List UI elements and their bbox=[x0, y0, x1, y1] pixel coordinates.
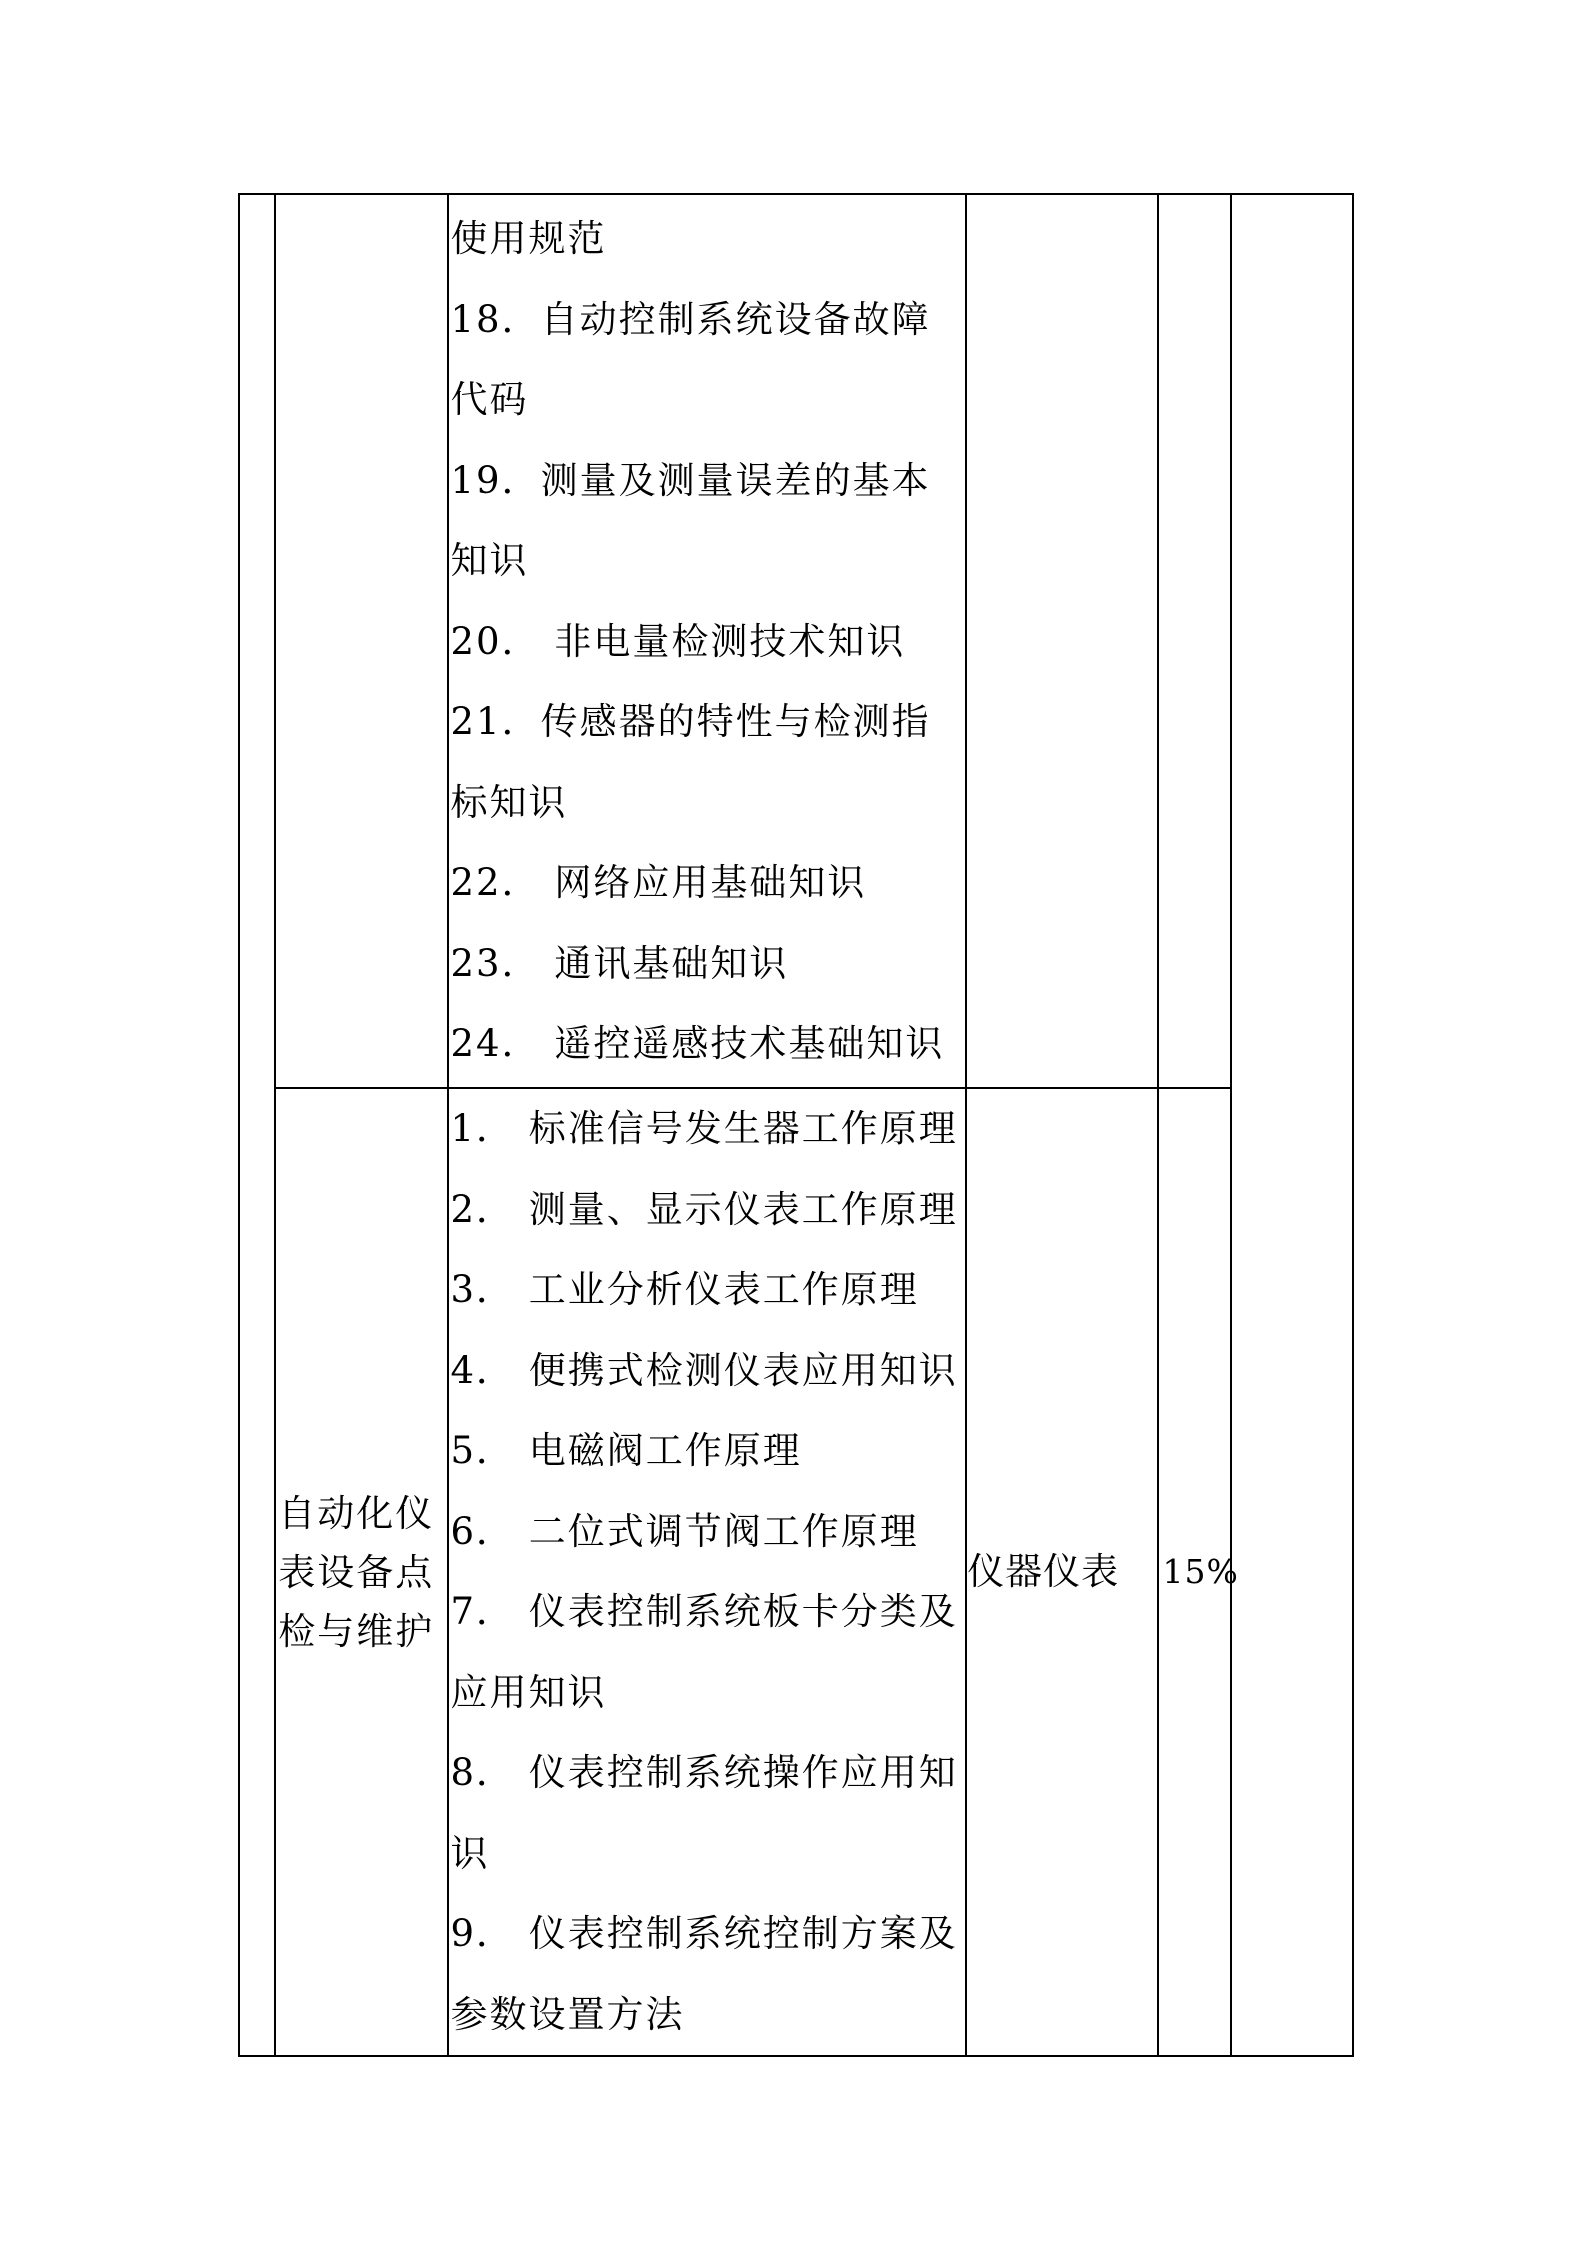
list-item: 4． 便携式检测仪表应用知识 bbox=[450, 1348, 958, 1392]
list-item: 21．传感器的特性与检测指标知识 bbox=[450, 700, 931, 824]
knowledge-items-cell bbox=[448, 194, 966, 1088]
table-row bbox=[239, 194, 1353, 1088]
list-item: 7． 仪表控制系统板卡分类及应用知识 bbox=[450, 1590, 958, 1714]
blank-last-column-cell bbox=[1231, 194, 1353, 2056]
instrument-label: 仪器仪表 bbox=[967, 1549, 1120, 1593]
list-item: 18．自动控制系统设备故障代码 bbox=[450, 297, 931, 421]
list-item: 22． 网络应用基础知识 bbox=[450, 861, 867, 904]
list-item: 20． 非电量检测技术知识 bbox=[450, 619, 906, 663]
list-item: 24． 遥控遥感技术基础知识 bbox=[450, 1022, 945, 1065]
percent-cell bbox=[1158, 1088, 1239, 2056]
list-item: 6． 二位式调节阀工作原理 bbox=[450, 1509, 919, 1553]
list-item: 使用规范 bbox=[450, 217, 607, 260]
instrument-cell bbox=[966, 1088, 1157, 2056]
list-item: 5． 电磁阀工作原理 bbox=[450, 1429, 802, 1472]
topic-cell bbox=[275, 1088, 448, 2056]
table-row bbox=[239, 1088, 1353, 2056]
list-item: 1． 标准信号发生器工作原理 bbox=[450, 1107, 958, 1150]
list-item: 2． 测量、显示仪表工作原理 bbox=[450, 1187, 958, 1231]
knowledge-items-cell bbox=[448, 1088, 966, 2056]
content-table bbox=[238, 193, 1354, 2057]
weight-percent: 15% bbox=[1162, 1552, 1239, 1592]
list-item: 19．测量及测量误差的基本知识 bbox=[450, 458, 931, 582]
topic-label: 自动化仪表设备点检与维护 bbox=[278, 1491, 435, 1653]
percent-cell-empty bbox=[1158, 194, 1232, 1088]
instrument-cell-empty bbox=[966, 194, 1157, 1088]
list-item: 8． 仪表控制系统操作应用知识 bbox=[450, 1751, 958, 1875]
list-item: 3． 工业分析仪表工作原理 bbox=[450, 1268, 919, 1311]
topic-cell-empty bbox=[275, 194, 448, 1088]
list-item: 23． 通讯基础知识 bbox=[450, 941, 789, 985]
blank-first-column-cell bbox=[239, 194, 275, 2056]
list-item: 9． 仪表控制系统控制方案及参数设置方法 bbox=[450, 1912, 958, 2036]
